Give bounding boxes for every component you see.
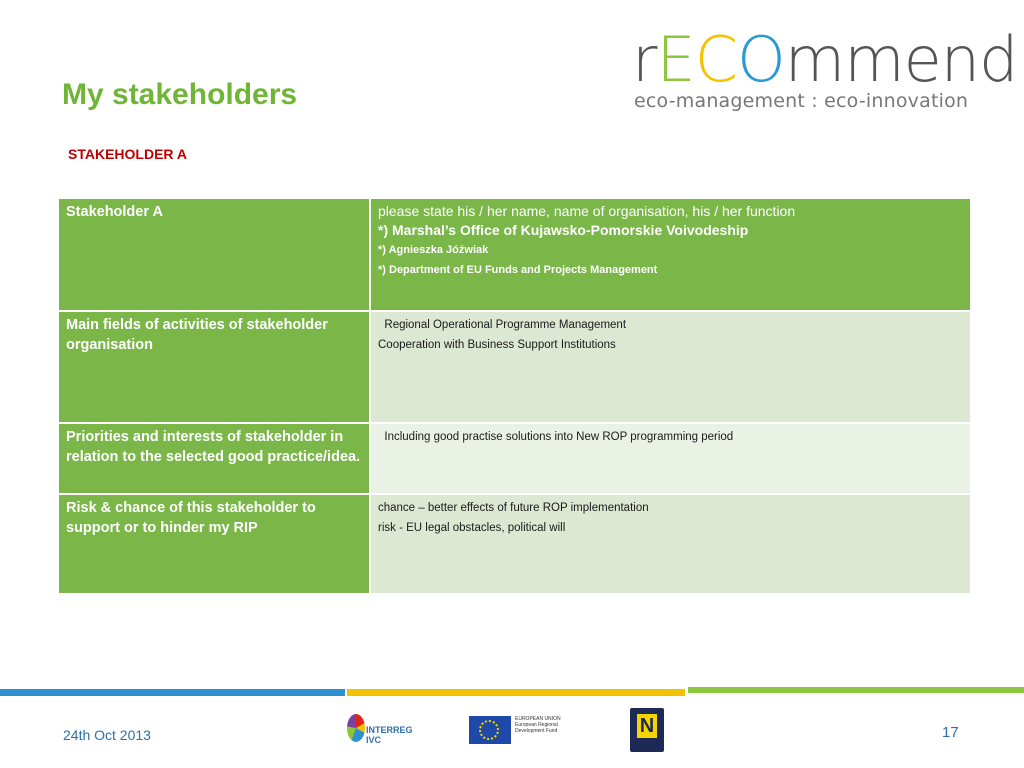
eu-flag-icon: [469, 716, 511, 744]
row-value-activities: [370, 311, 971, 423]
logo-letter-o: O: [736, 23, 785, 96]
row-label-stakeholder: Stakeholder A: [58, 198, 370, 311]
value-person: *) Agnieszka Jóźwiak: [378, 244, 489, 256]
eu-fund-text: EUROPEAN UNION European Regional Development Fund: [515, 716, 561, 734]
value-intro: please state his / her name, name of organisation, his / her function: [378, 203, 796, 219]
logo-letters-rest: mmend: [784, 23, 1018, 96]
footer-bar-green: [688, 687, 1024, 693]
page-number: 17: [942, 724, 959, 741]
row-label-activities: Main fields of activities of stakeholder organisation: [58, 311, 370, 423]
value-line: Regional Operational Programme Management: [378, 319, 627, 331]
interreg-name: INTERREG IVC: [366, 725, 413, 745]
logo-letter-c: C: [694, 23, 737, 96]
table-row: [58, 494, 971, 594]
value-line: chance – better effects of future ROP implementation: [378, 502, 649, 514]
value-organisation: *) Marshal’s Office of Kujawsko-Pomorskie Voivodeship: [378, 222, 749, 238]
footer-bar-yellow: [347, 689, 685, 696]
interreg-logo: [347, 714, 429, 746]
table-row: [58, 311, 971, 423]
n-letter-icon: N: [637, 714, 657, 738]
row-label-risk: Risk & chance of this stakeholder to support or to hinder my RIP: [58, 494, 370, 594]
row-value-stakeholder: [370, 198, 971, 311]
value-department: *) Department of EU Funds and Projects Management: [378, 264, 658, 276]
row-value-priorities: [370, 423, 971, 494]
value-line: Cooperation with Business Support Institutions: [378, 339, 616, 351]
table-row: [58, 198, 971, 311]
row-value-risk: [370, 494, 971, 594]
lower-austria-logo: [630, 708, 664, 752]
value-line: risk - EU legal obstacles, political will: [378, 522, 566, 534]
row-label-priorities: Priorities and interests of stakeholder in relation to the selected good practice/idea.: [58, 423, 370, 494]
slide-date: 24th Oct 2013: [63, 727, 151, 743]
logo-wordmark: [632, 23, 1018, 96]
recommend-logo: [632, 23, 1018, 116]
slide-subtitle: STAKEHOLDER A: [68, 146, 187, 162]
eu-stars-icon: [479, 720, 499, 740]
logo-tagline: eco-management : eco-innovation: [634, 90, 969, 112]
logo-letter-e: E: [656, 23, 695, 96]
stakeholder-table: [57, 197, 972, 595]
table-row: [58, 423, 971, 494]
slide-title: My stakeholders: [62, 78, 298, 111]
interreg-burst-icon: [347, 714, 365, 742]
logo-letter-r: r: [632, 23, 657, 96]
value-line: Including good practise solutions into New ROP programming period: [378, 431, 734, 443]
footer-bar-blue: [0, 689, 345, 696]
